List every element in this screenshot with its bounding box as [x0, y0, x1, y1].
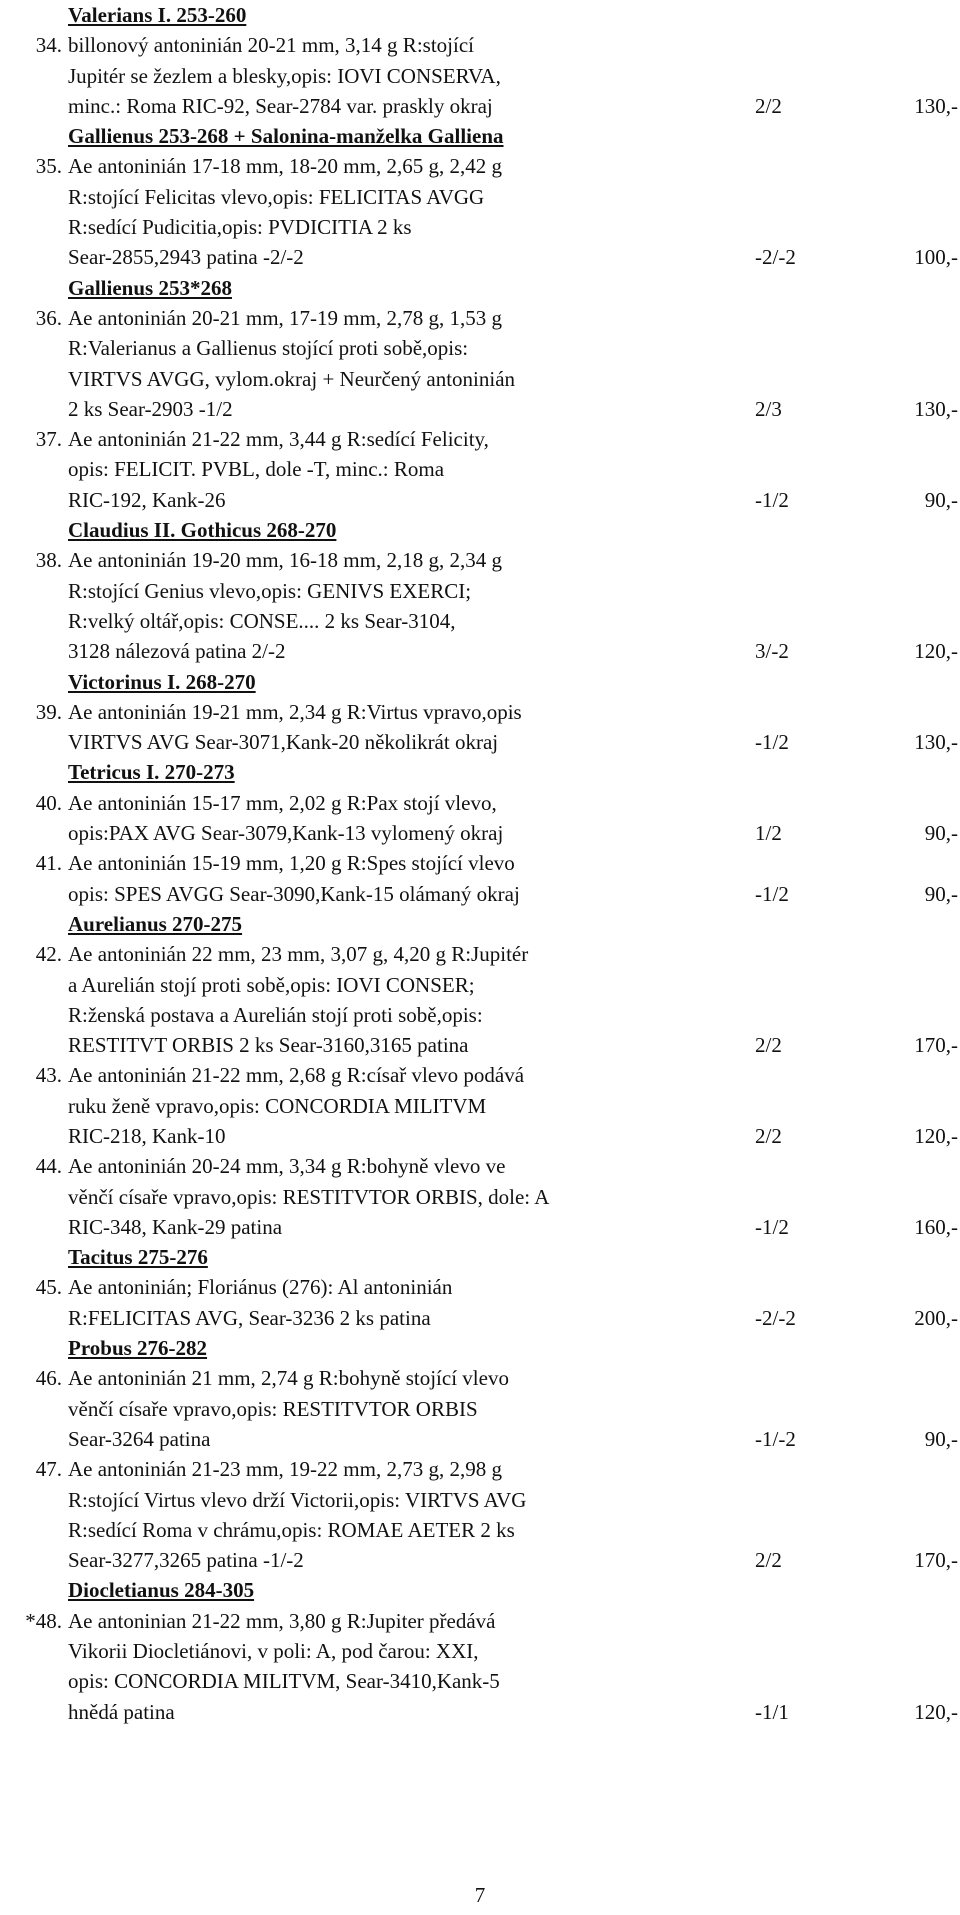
ruler-heading: Claudius II. Gothicus 268-270: [68, 518, 337, 543]
item-grade: -1/2: [755, 881, 789, 906]
catalog-line: [0, 1394, 960, 1424]
item-description: Sear-3277,3265 patina -1/-2: [68, 1548, 304, 1573]
item-grade: -1/1: [755, 1699, 789, 1724]
catalog-line: [0, 1485, 960, 1515]
catalog-line: [0, 939, 960, 969]
item-price: 120,-: [914, 1699, 958, 1724]
item-price: 90,-: [924, 881, 958, 906]
item-description: RIC-218, Kank-10: [68, 1123, 226, 1148]
section-heading: [0, 909, 960, 939]
item-description: R:Valerianus a Gallienus stojící proti sobě,opis:: [68, 336, 469, 361]
item-description: Ae antoninián; Floriánus (276): Al antoninián: [68, 1275, 453, 1300]
item-description: hnědá patina: [68, 1699, 175, 1724]
catalog-line: [0, 454, 960, 484]
item-number: 39.: [35, 699, 62, 724]
catalog-line: [0, 576, 960, 606]
ruler-heading: Gallienus 253-268 + Salonina-manželka Galliena: [68, 124, 504, 149]
catalog-line: [0, 242, 960, 272]
item-price: 120,-: [914, 1123, 958, 1148]
catalog-line: [0, 364, 960, 394]
item-description: Ae antoninián 21-22 mm, 3,44 g R:sedící Felicity,: [68, 427, 489, 452]
item-grade: 2/2: [755, 1033, 782, 1058]
item-description: R:velký oltář,opis: CONSE.... 2 ks Sear-3104,: [68, 608, 456, 633]
item-price: 120,-: [914, 639, 958, 664]
item-description: minc.: Roma RIC-92, Sear-2784 var. praskly okraj: [68, 93, 493, 118]
catalog-line: [0, 1091, 960, 1121]
section-heading: [0, 515, 960, 545]
ruler-heading: Tacitus 275-276: [68, 1245, 208, 1270]
item-number: 42.: [35, 942, 62, 967]
item-description: Ae antoninián 19-21 mm, 2,34 g R:Virtus vpravo,opis: [68, 699, 522, 724]
item-description: RIC-348, Kank-29 patina: [68, 1214, 283, 1239]
catalog-line: [0, 333, 960, 363]
catalog-line: [0, 1424, 960, 1454]
catalog-line: [0, 1151, 960, 1181]
catalog-line: [0, 1666, 960, 1696]
section-heading: [0, 667, 960, 697]
section-heading: [0, 1333, 960, 1363]
item-description: R:stojící Felicitas vlevo,opis: FELICITAS AVGG: [68, 184, 485, 209]
catalog-line: [0, 545, 960, 575]
item-description: 3128 nálezová patina 2/-2: [68, 639, 286, 664]
item-description: Ae antoninian 21-22 mm, 3,80 g R:Jupiter předává: [68, 1608, 496, 1633]
catalog-line: [0, 970, 960, 1000]
catalog-line: [0, 727, 960, 757]
item-description: RESTITVT ORBIS 2 ks Sear-3160,3165 patina: [68, 1033, 469, 1058]
item-number: 35.: [35, 154, 62, 179]
item-price: 130,-: [914, 730, 958, 755]
section-heading: [0, 121, 960, 151]
item-price: 130,-: [914, 93, 958, 118]
ruler-heading: Aurelianus 270-275: [68, 911, 243, 936]
item-description: Ae antoninián 15-19 mm, 1,20 g R:Spes stojící vlevo: [68, 851, 515, 876]
item-description: Sear-3264 patina: [68, 1426, 211, 1451]
item-description: věnčí císaře vpravo,opis: RESTITVTOR ORBIS, dole: A: [68, 1184, 550, 1209]
catalog-line: [0, 636, 960, 666]
page-number: 7: [474, 1883, 486, 1907]
item-grade: -1/2: [755, 730, 789, 755]
item-number: 44.: [35, 1154, 62, 1179]
catalog-line: [0, 818, 960, 848]
catalog-line: [0, 1363, 960, 1393]
catalog-line: [0, 91, 960, 121]
item-description: Ae antoninián 20-24 mm, 3,34 g R:bohyně vlevo ve: [68, 1154, 506, 1179]
item-price: 200,-: [914, 1305, 958, 1330]
item-grade: -2/-2: [755, 245, 796, 270]
item-number: 46.: [35, 1366, 62, 1391]
item-description: VIRTVS AVGG, vylom.okraj + Neurčený antoninián: [68, 366, 516, 391]
catalog-line: [0, 1060, 960, 1090]
item-grade: -1/2: [755, 487, 789, 512]
catalog-line: [0, 61, 960, 91]
ruler-heading: Tetricus I. 270-273: [68, 760, 235, 785]
item-description: VIRTVS AVG Sear-3071,Kank-20 několikrát okraj: [68, 730, 499, 755]
ruler-heading: Diocletianus 284-305: [68, 1578, 255, 1603]
item-description: Ae antoninián 21-23 mm, 19-22 mm, 2,73 g, 2,98 g: [68, 1457, 502, 1482]
item-number: *48.: [25, 1608, 62, 1633]
catalog-line: [0, 394, 960, 424]
item-description: Vikorii Diocletiánovi, v poli: A, pod čarou: XXI,: [68, 1639, 479, 1664]
item-price: 170,-: [914, 1548, 958, 1573]
catalog-line: [0, 1000, 960, 1030]
catalog-line: [0, 212, 960, 242]
item-description: a Aurelián stojí proti sobě,opis: IOVI CONSER;: [68, 972, 475, 997]
section-heading: [0, 273, 960, 303]
item-grade: -1/-2: [755, 1426, 796, 1451]
catalog-line: [0, 1454, 960, 1484]
section-heading: [0, 757, 960, 787]
catalog-line: [0, 182, 960, 212]
item-number: 41.: [35, 851, 62, 876]
catalog-line: [0, 1030, 960, 1060]
item-description: opis: CONCORDIA MILITVM, Sear-3410,Kank-5: [68, 1669, 500, 1694]
item-description: R:stojící Genius vlevo,opis: GENIVS EXERCI;: [68, 578, 472, 603]
ruler-heading: Gallienus 253*268: [68, 275, 232, 300]
item-description: opis: SPES AVGG Sear-3090,Kank-15 olámaný okraj: [68, 881, 520, 906]
ruler-heading: Valerians I. 253-260: [68, 3, 247, 27]
item-description: Ae antoninián 21-22 mm, 2,68 g R:císař vlevo podává: [68, 1063, 525, 1088]
item-description: 2 ks Sear-2903 -1/2: [68, 396, 233, 421]
catalog-line: [0, 1182, 960, 1212]
item-number: 45.: [35, 1275, 62, 1300]
catalog-line: [0, 697, 960, 727]
catalog-line: [0, 151, 960, 181]
item-description: R:FELICITAS AVG, Sear-3236 2 ks patina: [68, 1305, 431, 1330]
item-description: opis:PAX AVG Sear-3079,Kank-13 vylomený okraj: [68, 821, 504, 846]
item-price: 160,-: [914, 1214, 958, 1239]
item-grade: 2/2: [755, 1123, 782, 1148]
item-price: 90,-: [924, 487, 958, 512]
catalog-line: [0, 1212, 960, 1242]
item-grade: -1/2: [755, 1214, 789, 1239]
item-price: 130,-: [914, 396, 958, 421]
item-description: Ae antoninián 22 mm, 23 mm, 3,07 g, 4,20 g R:Jupitér: [68, 942, 529, 967]
item-number: 34.: [35, 33, 62, 58]
item-grade: 3/-2: [755, 639, 789, 664]
item-price: 170,-: [914, 1033, 958, 1058]
item-description: Ae antoninián 21 mm, 2,74 g R:bohyně stojící vlevo: [68, 1366, 509, 1391]
catalog-line: [0, 1121, 960, 1151]
catalog-line: [0, 879, 960, 909]
item-price: 90,-: [924, 1426, 958, 1451]
catalog-line: [0, 1636, 960, 1666]
catalog-line: [0, 485, 960, 515]
item-grade: 2/2: [755, 1548, 782, 1573]
item-description: Ae antoninián 20-21 mm, 17-19 mm, 2,78 g, 1,53 g: [68, 305, 502, 330]
ruler-heading: Victorinus I. 268-270: [68, 669, 256, 694]
item-description: R:ženská postava a Aurelián stojí proti sobě,opis:: [68, 1002, 483, 1027]
item-grade: 2/2: [755, 93, 782, 118]
catalog-line: [0, 606, 960, 636]
catalog-line: [0, 1303, 960, 1333]
catalog-line: [0, 303, 960, 333]
catalog-line: [0, 1272, 960, 1302]
item-number: 43.: [35, 1063, 62, 1088]
item-description: ruku ženě vpravo,opis: CONCORDIA MILITVM: [68, 1093, 487, 1118]
item-description: RIC-192, Kank-26: [68, 487, 226, 512]
item-description: R:sedící Roma v chrámu,opis: ROMAE AETER 2 ks: [68, 1517, 515, 1542]
catalog-line: [0, 1697, 960, 1727]
catalog-line: [0, 1515, 960, 1545]
item-number: 38.: [35, 548, 62, 573]
item-description: Sear-2855,2943 patina -2/-2: [68, 245, 304, 270]
item-description: opis: FELICIT. PVBL, dole -T, minc.: Roma: [68, 457, 445, 482]
item-description: Jupitér se žezlem a blesky,opis: IOVI CONSERVA,: [68, 63, 501, 88]
section-heading: [0, 0, 960, 30]
section-heading: [0, 1575, 960, 1605]
item-grade: -2/-2: [755, 1305, 796, 1330]
item-description: R:sedící Pudicitia,opis: PVDICITIA 2 ks: [68, 215, 412, 240]
item-description: Ae antoninián 15-17 mm, 2,02 g R:Pax stojí vlevo,: [68, 790, 497, 815]
item-description: Ae antoninián 19-20 mm, 16-18 mm, 2,18 g, 2,34 g: [68, 548, 502, 573]
section-heading: [0, 1242, 960, 1272]
item-description: billonový antoninián 20-21 mm, 3,14 g R:stojící: [68, 33, 474, 58]
catalog-line: [0, 1545, 960, 1575]
item-description: věnčí císaře vpravo,opis: RESTITVTOR ORBIS: [68, 1396, 478, 1421]
ruler-heading: Probus 276-282: [68, 1336, 208, 1361]
item-description: Ae antoninián 17-18 mm, 18-20 mm, 2,65 g, 2,42 g: [68, 154, 502, 179]
item-number: 40.: [35, 790, 62, 815]
catalog-line: [0, 1606, 960, 1636]
item-price: 90,-: [924, 821, 958, 846]
catalog-line: [0, 788, 960, 818]
item-price: 100,-: [914, 245, 958, 270]
item-description: R:stojící Virtus vlevo drží Victorii,opis: VIRTVS AVG: [68, 1487, 527, 1512]
item-number: 36.: [35, 305, 62, 330]
item-number: 47.: [35, 1457, 62, 1482]
item-grade: 1/2: [755, 821, 782, 846]
catalog-line: [0, 848, 960, 878]
item-number: 37.: [35, 427, 62, 452]
item-grade: 2/3: [755, 396, 782, 421]
catalog-line: [0, 30, 960, 60]
catalog-line: [0, 424, 960, 454]
